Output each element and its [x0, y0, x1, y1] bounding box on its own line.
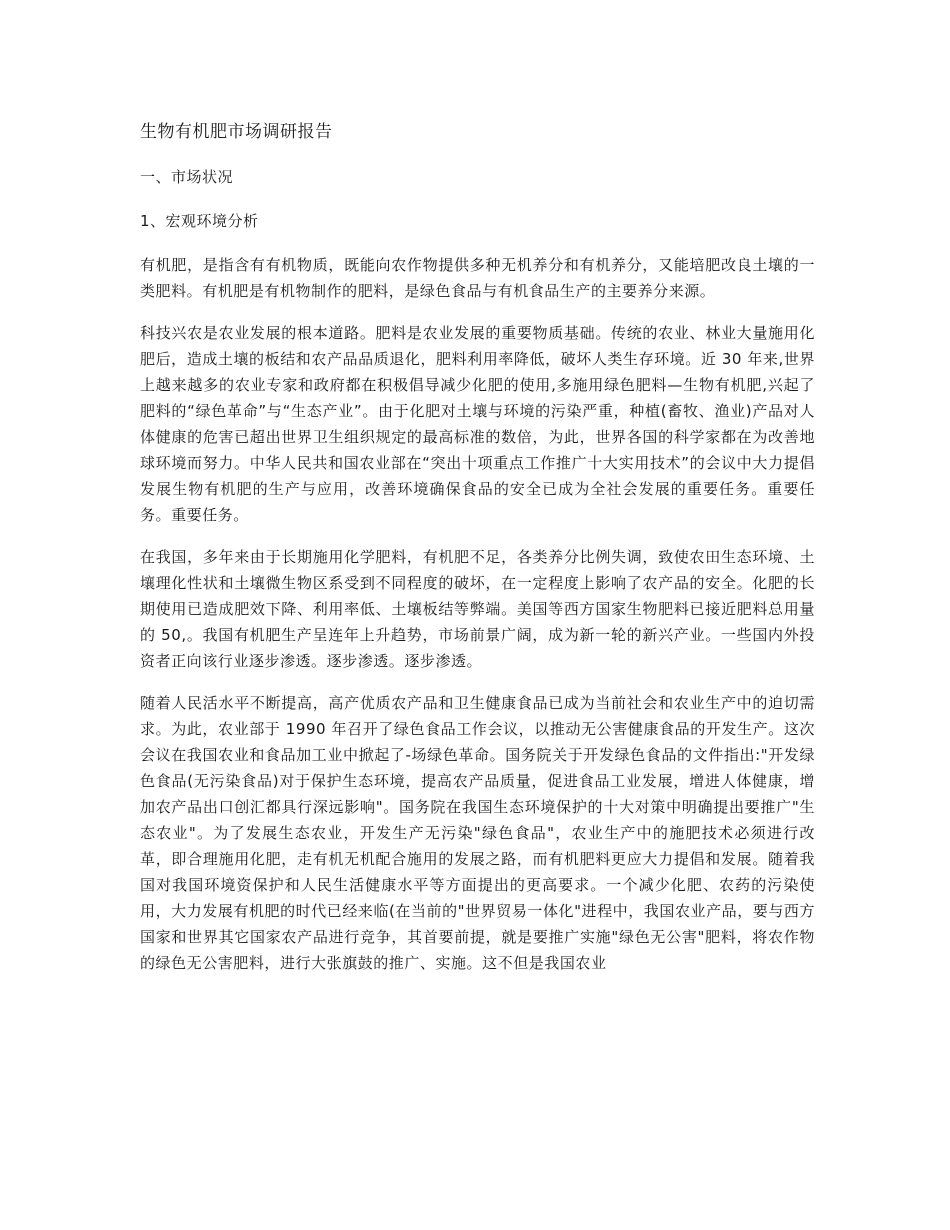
section-heading: 一、市场状况	[140, 168, 234, 186]
document-page	[140, 118, 815, 992]
document-title: 生物有机肥市场调研报告	[140, 122, 333, 142]
paragraph-3: 在我国，多年来由于长期施用化学肥料，有机肥不足，各类养分比例失调，致使农田生态环境、土壤理化性状和土壤微生物区系受到不同程度的破坏，在一定程度上影响了农产品的安全。化肥的长期使用已造成肥效下降、利用率低、土壤板结等弊端。美国等西方国家生物肥料已接近肥料总用量的 50,。我国有机肥生产呈连年上升趋势，市场前景广阔，成为新一轮的新兴产业。一些国内外投资者正向该行业逐步渗透。逐步渗透。逐步渗透。	[140, 548, 815, 670]
paragraph-4: 随着人民活水平不断提高，高产优质农产品和卫生健康食品已成为当前社会和农业生产中的迫切需求。为此，农业部于 1990 年召开了绿色食品工作会议，以推动无公害健康食品的开发生产。这次会议在我国农业和食品加工业中掀起了-场绿色革命。国务院关于开发绿色食品的文件指出:"开发绿色食品(无污染食品)对于保护生态环境，提高农产品质量，促进食品工业发展，增进人体健康，增加农产品出口创汇都具行深远影响"。国务院在我国生态环境保护的十大对策中明确提出要推广"生态农业"。为了发展生态农业，开发生产无污染"绿色食品"，农业生产中的施肥技术必须进行改革，即合理施用化肥，走有机无机配合施用的发展之路，而有机肥料更应大力提倡和发展。随着我国对我国环境资保护和人民生活健康水平等方面提出的更高要求。一个减少化肥、农药的污染使用，大力发展有机肥的时代已经来临(在当前的"世界贸易一体化"进程中，我国农业产品，要与西方国家和世界其它国家农产品进行竞争，其首要前提，就是要推广实施"绿色无公害"肥料，将农作物的绿色无公害肥料，进行大张旗鼓的推广、实施。这不但是我国农业	[140, 694, 815, 972]
paragraph-1: 有机肥，是指含有有机物质，既能向农作物提供多种无机养分和有机养分，又能培肥改良土壤的一类肥料。有机肥是有机物制作的肥料，是绿色食品与有机食品生产的主要养分来源。	[140, 256, 815, 300]
paragraph-2: 科技兴农是农业发展的根本道路。肥料是农业发展的重要物质基础。传统的农业、林业大量施用化肥后，造成土壤的板结和农产品品质退化，肥料利用率降低，破坏人类生存环境。近 30 年来,世界上越来越多的农业专家和政府都在积极倡导减少化肥的使用,多施用绿色肥料—生物有机肥,兴起了肥料的“绿色革命”与“生态产业”。由于化肥对土壤与环境的污染严重，种植(畜牧、渔业)产品对人体健康的危害已超出世界卫生组织规定的最高标准的数倍，为此，世界各国的科学家都在为改善地球环境而努力。中华人民共和国农业部在“突出十项重点工作推广十大实用技术”的会议中大力提倡发展生物有机肥的生产与应用，改善环境确保食品的安全已成为全社会发展的重要任务。重要任务。重要任务。	[140, 324, 815, 524]
subsection-heading: 1、宏观环境分析	[140, 212, 259, 230]
